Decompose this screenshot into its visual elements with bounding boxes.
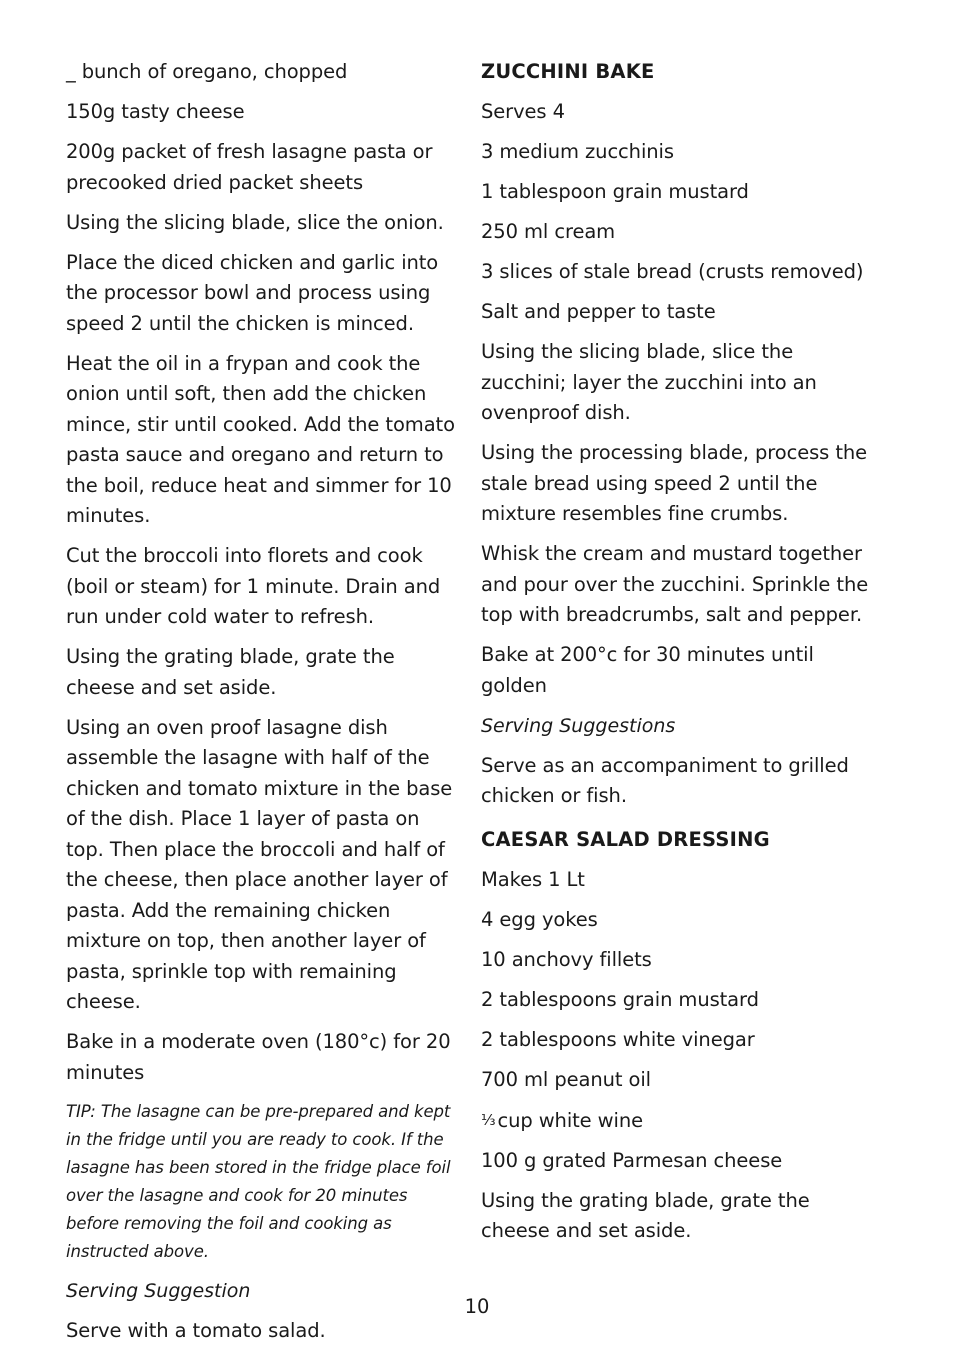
fraction-one-third: ⅓ <box>481 1110 496 1129</box>
zucchini-serving-text: Serve as an accompaniment to grilled chicken or fish. <box>481 753 849 807</box>
zucchini-ingredient: 3 slices of stale bread (crusts removed) <box>481 260 864 283</box>
caesar-ingredient: 100 g grated Parmesan cheese <box>481 1148 783 1172</box>
step-cook-sauce: Heat the oil in a frypan and cook the onion until soft, then add the chicken mince, stir until cooked. Add the tomato pasta sauce and oregano and return to the boil, reduce heat and simmer for 10 minutes. <box>66 351 455 527</box>
zucchini-ingredient: 250 ml cream <box>481 220 616 243</box>
left-column <box>66 57 456 1356</box>
zucchini-step: Bake at 200°c for 30 minutes until golden <box>481 643 814 697</box>
zucchini-step: Whisk the cream and mustard together and pour over the zucchini. Sprinkle the top with breadcrumbs, salt and pepper. <box>481 542 869 626</box>
zucchini-serving-label: Serving Suggestions <box>481 714 676 737</box>
caesar-ingredient: 10 anchovy fillets <box>481 947 652 971</box>
serving-suggestion-text: Serve with a tomato salad. <box>66 1318 326 1342</box>
caesar-ingredient-wine <box>481 1105 881 1137</box>
wine-text: cup white wine <box>497 1108 643 1132</box>
caesar-ingredient: 2 tablespoons white vinegar <box>481 1027 755 1051</box>
tip-note: TIP: The lasagne can be pre-prepared and kept in the fridge until you are ready to cook. If the lasagne has been stored in the fridge place foil over the lasagne and cook for 20 minutes before removing the foil and cooking as instructed above. <box>66 1101 451 1261</box>
zucchini-ingredient: 1 tablespoon grain mustard <box>481 180 749 203</box>
serving-suggestion-label: Serving Suggestion <box>66 1279 251 1302</box>
zucchini-serves: Serves 4 <box>481 100 565 123</box>
caesar-makes: Makes 1 Lt <box>481 867 585 891</box>
caesar-step: Using the grating blade, grate the cheese and set aside. <box>481 1188 810 1242</box>
zucchini-step: Using the slicing blade, slice the zucchini; layer the zucchini into an ovenproof dish. <box>481 340 817 424</box>
ingredient-cheese: 150g tasty cheese <box>66 100 245 123</box>
ingredient-pasta: 200g packet of fresh lasagne pasta or precooked dried packet sheets <box>66 140 433 194</box>
caesar-ingredient: 700 ml peanut oil <box>481 1067 651 1091</box>
caesar-ingredient: 2 tablespoons grain mustard <box>481 987 759 1011</box>
step-slice-onion: Using the slicing blade, slice the onion. <box>66 210 444 234</box>
zucchini-bake-title: ZUCCHINI BAKE <box>481 60 655 83</box>
step-mince-chicken: Place the diced chicken and garlic into the processor bowl and process using speed 2 until the chicken is minced. <box>66 250 439 335</box>
zucchini-ingredient: 3 medium zucchinis <box>481 140 674 163</box>
ingredient-oregano: _ bunch of oregano, chopped <box>66 60 348 83</box>
right-column <box>481 57 881 1256</box>
step-bake: Bake in a moderate oven (180°c) for 20 minutes <box>66 1030 451 1084</box>
caesar-dressing-title: CAESAR SALAD DRESSING <box>481 827 770 851</box>
zucchini-ingredient: Salt and pepper to taste <box>481 300 716 323</box>
caesar-ingredient: 4 egg yokes <box>481 907 598 931</box>
zucchini-step: Using the processing blade, process the stale bread using speed 2 until the mixture resembles fine crumbs. <box>481 441 868 525</box>
step-grate-cheese: Using the grating blade, grate the cheese and set aside. <box>66 645 395 699</box>
step-assemble: Using an oven proof lasagne dish assemble the lasagne with half of the chicken and tomato mixture in the base of the dish. Place 1 layer of pasta on top. Then place the broccoli and half of the cheese, then place another layer of pasta. Add the remaining chicken mixture on top, then another layer of pasta, sprinkle top with remaining cheese. <box>66 715 453 1013</box>
page-number: 10 <box>464 1295 490 1318</box>
step-broccoli: Cut the broccoli into florets and cook (boil or steam) for 1 minute. Drain and run under cold water to refresh. <box>66 544 441 628</box>
